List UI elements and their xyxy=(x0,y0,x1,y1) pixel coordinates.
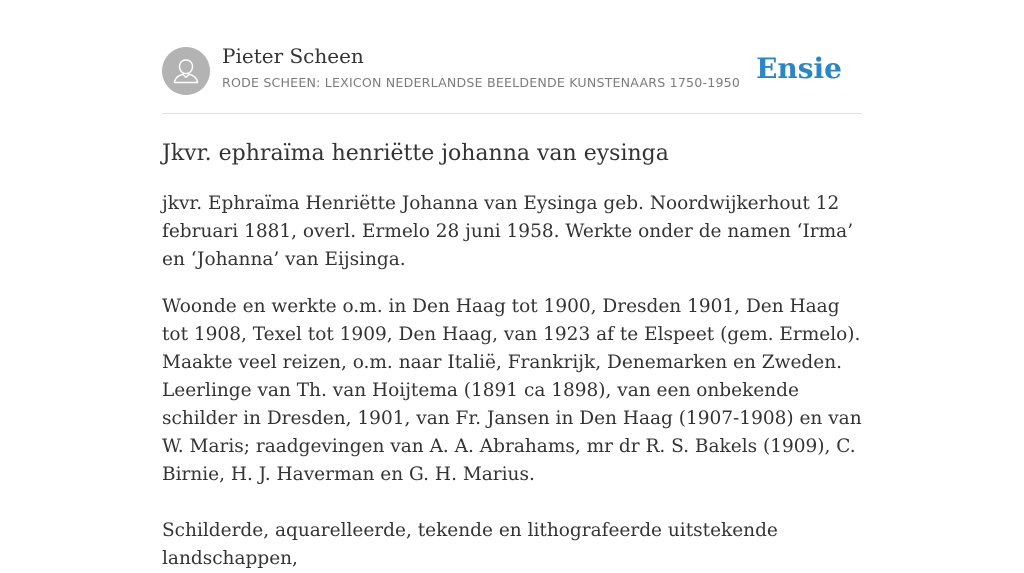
paragraph-intro: jkvr. Ephraïma Henriëtte Johanna van Eysinga geb. Noordwijkerhout 12 februari 1881, overl. Ermelo 28 juni 1958. Werkte onder de namen ‘Irma’ en ‘Johanna’ van Eijsinga. xyxy=(162,193,854,270)
content xyxy=(162,0,862,573)
user-icon xyxy=(162,47,210,95)
paragraph-biography: Woonde en werkte o.m. in Den Haag tot 1900, Dresden 1901, Den Haag tot 1908, Texel tot 1909, Den Haag, van 1923 af te Elspeet (gem. Ermelo). Maakte veel reizen, o.m. naar Italië, Frankrijk, Denemarken en Zweden. Leerlinge van Th. van Hoijtema (1891 ca 1898), van een onbekende schilder in Dresden, 1901, van Fr. Jansen in Den Haag (1907-1908) en van W. Maris; raadgevingen van A. A. Abrahams, mr dr R. S. Bakels (1909), C. Birnie, H. J. Haverman en G. H. Marius. xyxy=(162,296,862,485)
author-name[interactable]: Pieter Scheen xyxy=(222,44,364,68)
header xyxy=(162,0,862,114)
avatar[interactable] xyxy=(162,47,210,95)
ensie-logo[interactable]: Ensie xyxy=(756,52,842,85)
source-title[interactable]: RODE SCHEEN: LEXICON NEDERLANDSE BEELDENDE KUNSTENAARS 1750-1950 xyxy=(222,75,741,90)
page-title: Jkvr. ephraïma henriëtte johanna van eysinga xyxy=(162,141,669,166)
paragraph-work: Schilderde, aquarelleerde, tekende en lithografeerde uitstekende landschappen, xyxy=(162,520,778,569)
